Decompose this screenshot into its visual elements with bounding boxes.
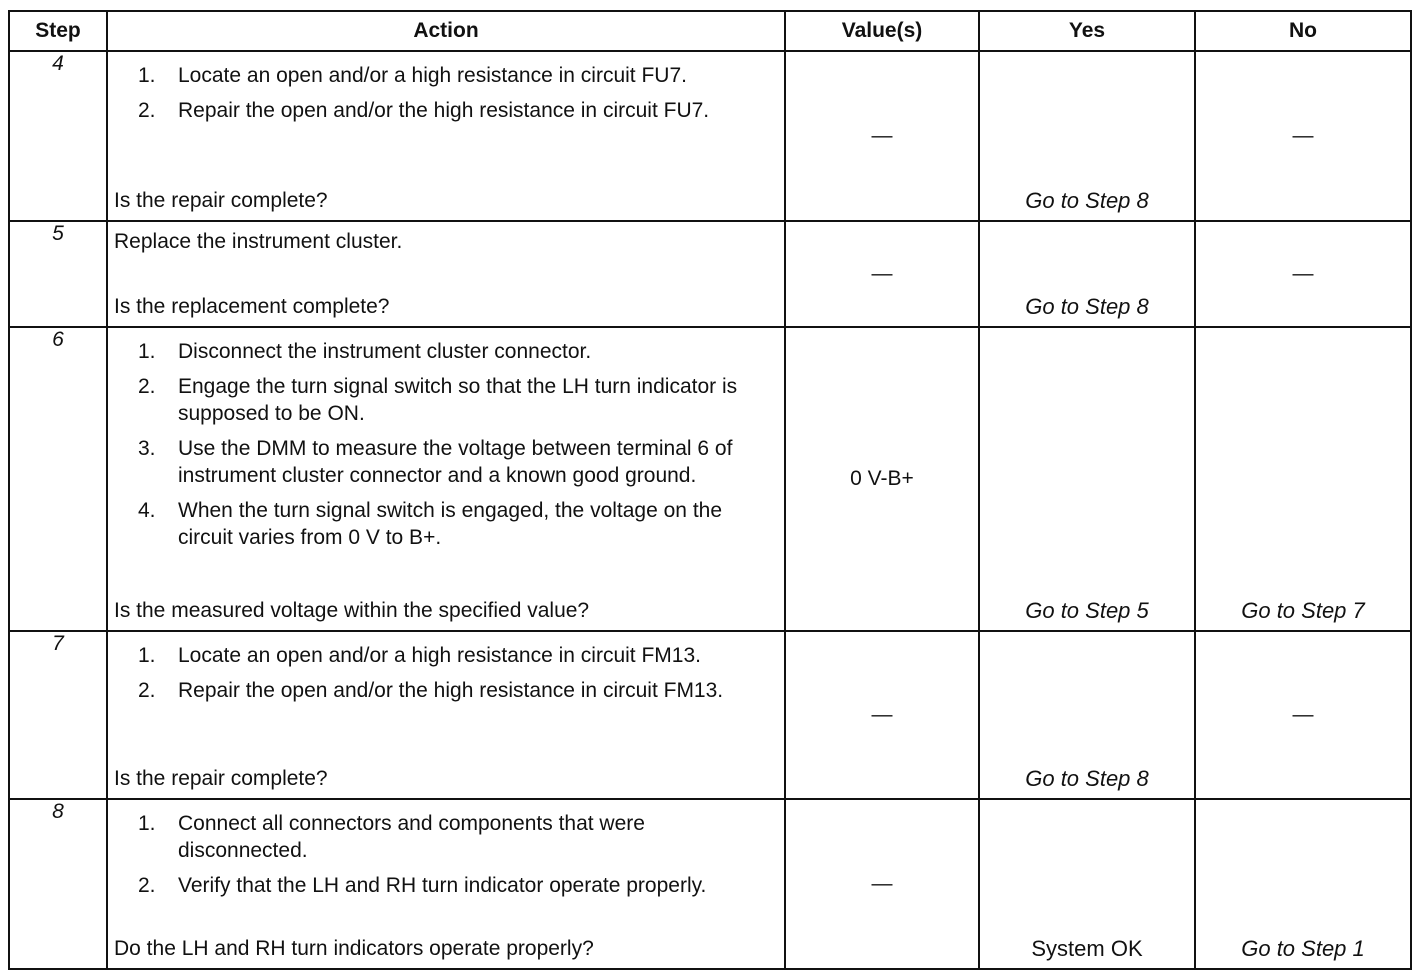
- action-question: Is the measured voltage within the specified value?: [114, 599, 590, 622]
- table-row: [9, 799, 1411, 969]
- no-text: Go to Step 7: [1241, 598, 1365, 623]
- step-number: 7: [9, 631, 107, 799]
- value-text: —: [871, 124, 893, 147]
- no-text: —: [1292, 262, 1314, 285]
- no-cell: [1195, 221, 1411, 327]
- list-item: 1. Locate an open and/or a high resistance in circuit FU7.: [138, 64, 687, 87]
- list-item: 3. Use the DMM to measure the voltage between terminal 6 of instrument cluster connector and a known good ground.: [138, 437, 733, 487]
- no-text: —: [1292, 124, 1314, 147]
- action-steps: [108, 632, 784, 704]
- yes-cell: [979, 631, 1195, 799]
- header-yes: Yes: [979, 11, 1195, 51]
- header-row: [9, 11, 1411, 51]
- action-question: Is the repair complete?: [114, 189, 328, 212]
- list-item: 2. Repair the open and/or the high resistance in circuit FM13.: [138, 679, 724, 702]
- value-cell: [785, 799, 979, 969]
- action-steps: [108, 52, 784, 124]
- yes-cell: [979, 221, 1195, 327]
- list-item: 2. Engage the turn signal switch so that the LH turn indicator is supposed to be ON.: [138, 375, 738, 425]
- list-item: 1. Connect all connectors and components that were disconnected.: [138, 812, 645, 862]
- list-item: 2. Verify that the LH and RH turn indicator operate properly.: [138, 874, 707, 897]
- value-cell: [785, 221, 979, 327]
- step-number: 4: [9, 51, 107, 221]
- header-action: Action: [107, 11, 785, 51]
- yes-text: Go to Step 8: [1025, 294, 1149, 319]
- table-row: [9, 221, 1411, 327]
- header-values: Value(s): [785, 11, 979, 51]
- value-text: —: [871, 703, 893, 726]
- step-number: 6: [9, 327, 107, 631]
- list-item: 2. Repair the open and/or the high resistance in circuit FU7.: [138, 99, 710, 122]
- no-cell: [1195, 799, 1411, 969]
- no-text: —: [1292, 703, 1314, 726]
- action-question: Do the LH and RH turn indicators operate properly?: [114, 937, 594, 960]
- table-row: [9, 631, 1411, 799]
- action-steps: [108, 328, 784, 551]
- list-item: 4. When the turn signal switch is engaged, the voltage on the circuit varies from 0 V to B+.: [138, 499, 723, 549]
- value-cell: [785, 631, 979, 799]
- action-cell: [107, 221, 785, 327]
- value-text: 0 V-B+: [850, 467, 914, 490]
- yes-text: Go to Step 8: [1025, 188, 1149, 213]
- value-cell: [785, 51, 979, 221]
- action-question: Is the replacement complete?: [114, 295, 390, 318]
- header-step: Step: [9, 11, 107, 51]
- value-text: —: [871, 872, 893, 895]
- table-row: [9, 51, 1411, 221]
- action-cell: [107, 327, 785, 631]
- action-cell: [107, 631, 785, 799]
- yes-cell: [979, 327, 1195, 631]
- action-cell: [107, 799, 785, 969]
- no-text: Go to Step 1: [1241, 936, 1365, 961]
- table-row: [9, 327, 1411, 631]
- action-cell: [107, 51, 785, 221]
- diagnostic-table: [8, 10, 1412, 970]
- action-question: Is the repair complete?: [114, 767, 328, 790]
- list-item: 1. Locate an open and/or a high resistance in circuit FM13.: [138, 644, 701, 667]
- header-no: No: [1195, 11, 1411, 51]
- yes-cell: [979, 799, 1195, 969]
- yes-text: Go to Step 8: [1025, 766, 1149, 791]
- step-number: 5: [9, 221, 107, 327]
- action-text: Replace the instrument cluster.: [114, 230, 403, 253]
- action-steps: [108, 800, 784, 899]
- yes-cell: [979, 51, 1195, 221]
- value-cell: [785, 327, 979, 631]
- step-number: 8: [9, 799, 107, 969]
- no-cell: [1195, 631, 1411, 799]
- no-cell: [1195, 327, 1411, 631]
- yes-text: Go to Step 5: [1025, 598, 1149, 623]
- value-text: —: [871, 262, 893, 285]
- list-item: 1. Disconnect the instrument cluster connector.: [138, 340, 592, 363]
- no-cell: [1195, 51, 1411, 221]
- yes-text: System OK: [1031, 936, 1143, 961]
